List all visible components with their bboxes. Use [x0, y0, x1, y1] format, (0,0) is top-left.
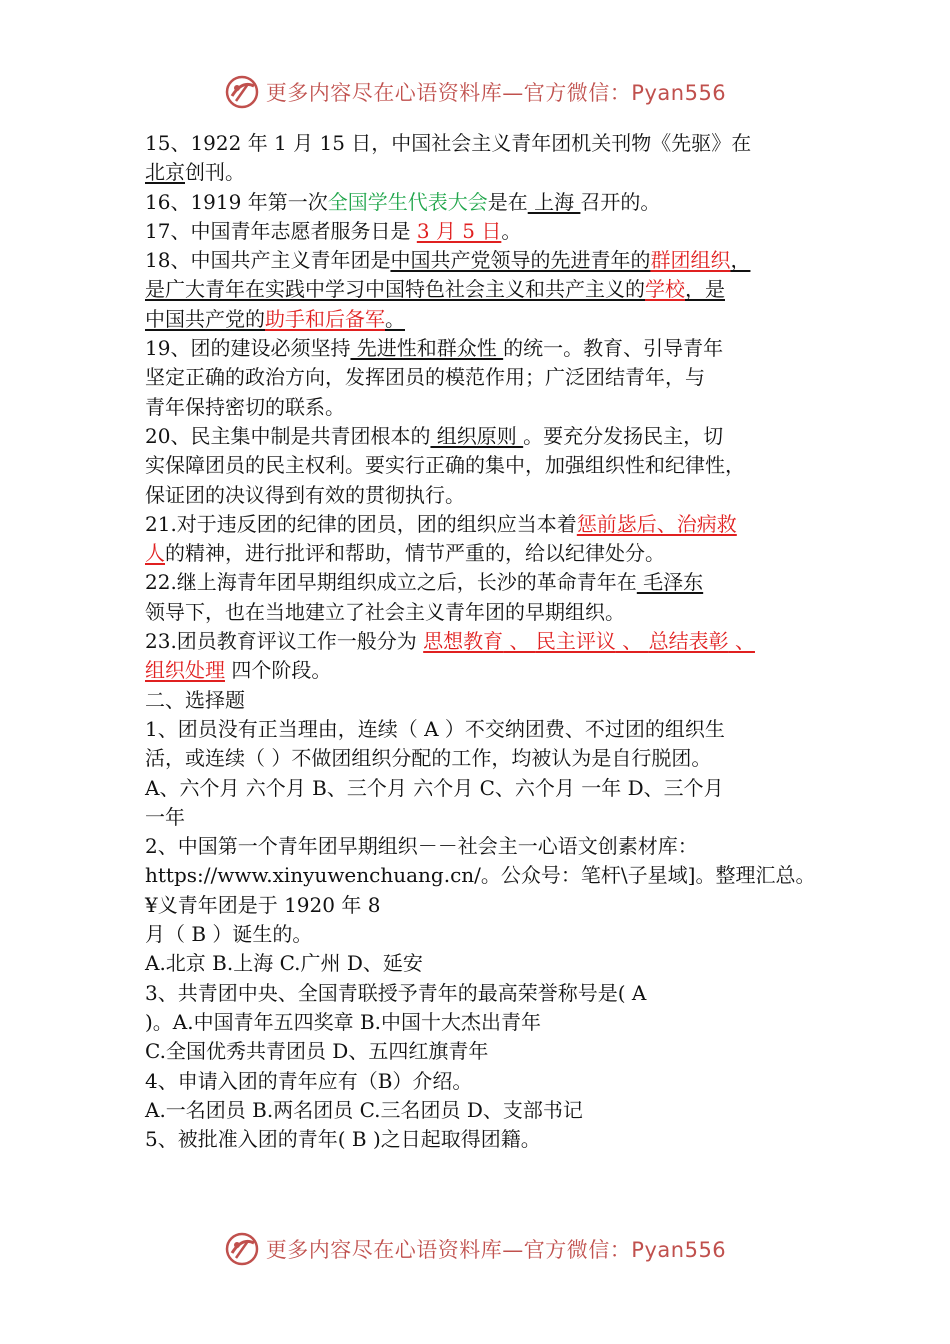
logo-icon — [224, 1231, 260, 1267]
q20-line2: 实保障团员的民主权利。要实行正确的集中，加强组织性和纪律性， — [145, 453, 745, 478]
c4-line1: 4、申请入团的青年应有（B）介绍。 — [145, 1068, 473, 1093]
c1-line3: A、六个月 六个月 B、三个月 六个月 C、六个月 一年 D、三个月 — [145, 775, 724, 800]
q17-line: 17、中国青年志愿者服务日是 3 月 5 日。 — [145, 218, 522, 243]
c2-line3: ¥义青年团是于 1920 年 8 — [145, 892, 381, 917]
q21-line2: 人的精神，进行批评和帮助，情节严重的，给以纪律处分。 — [145, 541, 665, 566]
q15-answer: 北京 — [145, 160, 185, 185]
q23-answer-3: 总结表彰 — [648, 629, 729, 654]
q22-line2: 领导下，也在当地建立了社会主义青年团的早期组织。 — [145, 599, 625, 624]
c3-line2: )。A.中国青年五四奖章 B.中国十大杰出青年 — [145, 1009, 542, 1034]
q19-line2: 坚定正确的政治方向，发挥团员的模范作用；广泛团结青年，与 — [145, 365, 705, 390]
q18-answer-2: 学校 — [645, 277, 685, 302]
q23-line1: 23.团员教育评议工作一般分为 思想教育 、 民主评议 、 总结表彰 、 — [145, 629, 755, 654]
c2-line1: 2、中国第一个青年团早期组织－－社会主一心语文创素材库： — [145, 834, 698, 859]
c2-line5: A.北京 B.上海 C.广州 D、延安 — [145, 951, 423, 976]
q19-line1: 19、团的建设必须坚持 先进性和群众性 的统一。教育、引导青年 — [145, 336, 724, 361]
q20-answer: 组织原则 — [430, 423, 524, 448]
c3-line1: 3、共青团中央、全国青联授予青年的最高荣誉称号是( A — [145, 980, 647, 1005]
q19-line3: 青年保持密切的联系。 — [145, 394, 345, 419]
banner-text: 更多内容尽在心语资料库—官方微信：Pyan556 — [265, 81, 727, 105]
q23-answer-1: 思想教育 — [423, 629, 504, 654]
q16-answer: 上海 — [527, 189, 581, 214]
c4-line2: A.一名团员 B.两名团员 C.三名团员 D、支部书记 — [145, 1097, 583, 1122]
section-title: 二、选择题 — [145, 687, 245, 712]
header-watermark — [0, 70, 950, 114]
q17-answer: 3 月 5 日 — [416, 218, 502, 243]
c1-line4: 一年 — [145, 804, 185, 829]
document-body — [145, 129, 860, 1154]
q18-line2: 是广大青年在实践中学习中国特色社会主义和共产主义的学校，是 — [145, 277, 725, 302]
c5-line1: 5、被批准入团的青年( B )之日起取得团籍。 — [145, 1127, 541, 1152]
q21-line1: 21.对于违反团的纪律的团员，团的组织应当本着惩前毖后、治病救 — [145, 511, 737, 536]
c3-line3: C.全国优秀共青团员 D、五四红旗青年 — [145, 1039, 489, 1064]
c1-line2: 活，或连续（ ）不做团组织分配的工作，均被认为是自行脱团。 — [145, 746, 712, 771]
q21-answer: 惩前毖后、治病救 — [576, 511, 737, 536]
q22-answer: 毛泽东 — [636, 570, 704, 595]
q15-line1: 15、1922 年 1 月 15 日，中国社会主义青年团机关刊物《先驱》在 — [145, 131, 752, 155]
q23-line2: 组织处理 四个阶段。 — [145, 658, 332, 683]
q18-line3: 中国共产党的助手和后备军。 — [145, 306, 405, 331]
q20-line1: 20、民主集中制是共青团根本的 组织原则 。要充分发扬民主，切 — [145, 423, 724, 448]
footer-watermark — [0, 1227, 950, 1271]
c2-line2: https://www.xinyuwenchuang.cn/。公众号：笔杆\子星域]。整理汇总。 — [145, 863, 816, 888]
q19-answer: 先进性和群众性 — [350, 336, 504, 361]
q23-answer-2: 民主评议 — [535, 629, 616, 654]
q18-answer-1: 群团组织 — [650, 248, 731, 273]
q18-answer-3: 助手和后备军 — [265, 306, 385, 331]
banner-text: 更多内容尽在心语资料库—官方微信：Pyan556 — [265, 1238, 727, 1262]
q18-line1: 18、中国共产主义青年团是中国共产党领导的先进青年的群团组织， — [145, 248, 751, 273]
q23-answer-4: 组织处理 — [145, 658, 225, 683]
q22-line1: 22.继上海青年团早期组织成立之后，长沙的革命青年在 毛泽东 — [145, 570, 704, 595]
q15-line2: 北京创刊。 — [145, 160, 245, 185]
c1-line1: 1、团员没有正当理由，连续（ A ）不交纳团费、不过团的组织生 — [145, 716, 725, 741]
q20-line3: 保证团的决议得到有效的贯彻执行。 — [145, 482, 465, 507]
logo-icon — [224, 74, 260, 110]
q16-green-text: 全国学生代表大会 — [327, 189, 488, 214]
q16-line: 16、1919 年第一次全国学生代表大会是在 上海 召开的。 — [145, 189, 661, 214]
c2-line4: 月（ B ）诞生的。 — [145, 922, 313, 947]
